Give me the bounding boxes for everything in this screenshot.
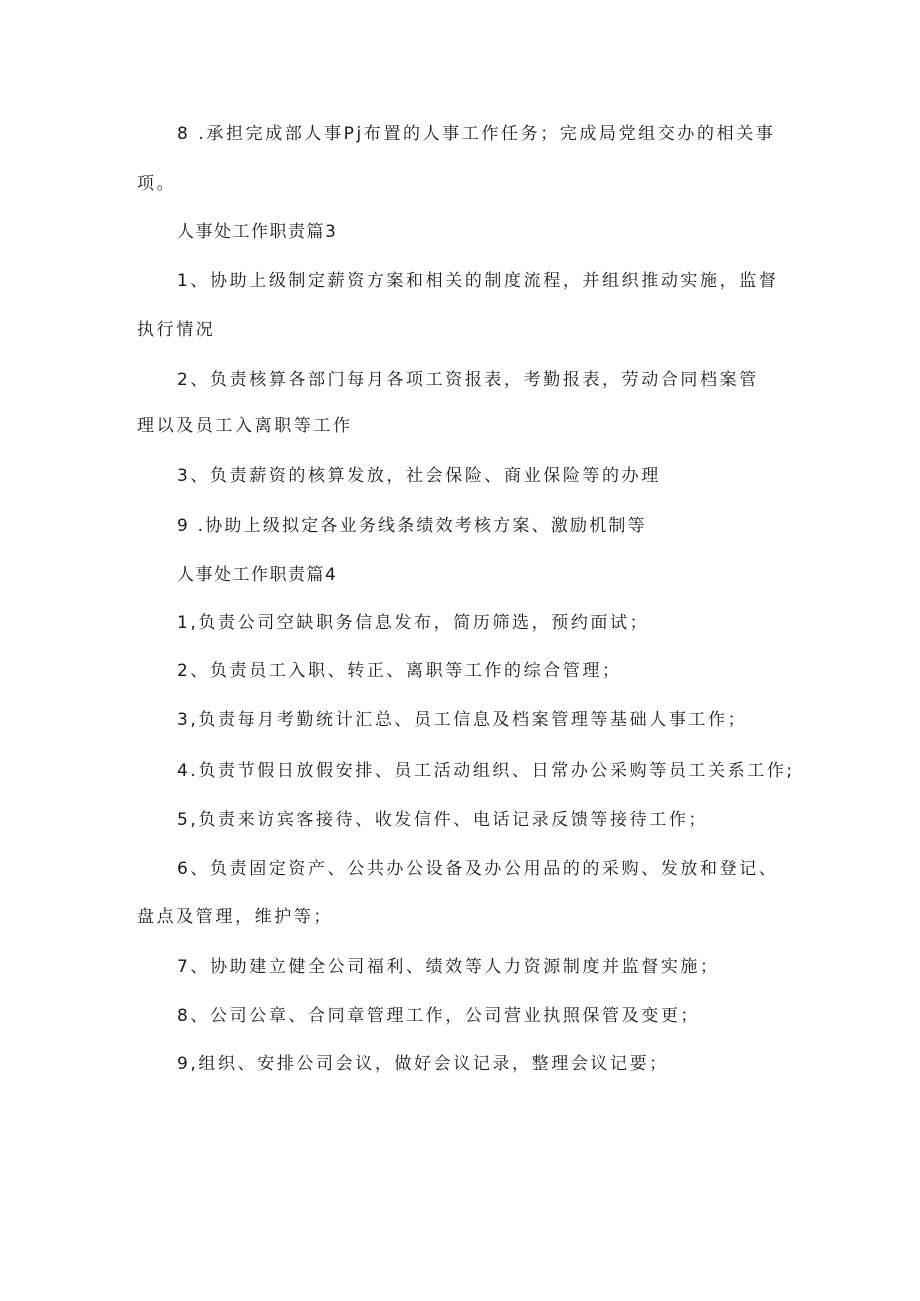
paragraph-line: 2、负责核算各部门每月各项工资报表，考勤报表，劳动合同档案管 <box>177 370 759 390</box>
paragraph-line: 1,负责公司空缺职务信息发布，简历筛选，预约面试； <box>177 613 650 633</box>
section-heading: 人事处工作职责篇4 <box>177 565 338 585</box>
paragraph-line: 8 .承担完成部人事Pj布置的人事工作任务；完成局党组交办的相关事 <box>177 124 776 144</box>
paragraph-line: 7、协助建立健全公司福利、绩效等人力资源制度并监督实施； <box>177 957 720 977</box>
paragraph-line: 8、公司公章、合同章管理工作，公司营业执照保管及变更； <box>177 1006 701 1026</box>
paragraph-line: 9 .协助上级拟定各业务线条绩效考核方案、激励机制等 <box>177 516 647 536</box>
section-heading: 人事处工作职责篇3 <box>177 222 338 242</box>
paragraph-line: 项。 <box>137 174 177 194</box>
paragraph-line: 3、负责薪资的核算发放，社会保险、商业保险等的办理 <box>177 466 661 486</box>
paragraph-line: 5,负责来访宾客接待、收发信件、电话记录反馈等接待工作； <box>177 810 709 830</box>
paragraph-line: 4.负责节假日放假安排、员工活动组织、日常办公采购等员工关系工作; <box>177 761 795 781</box>
paragraph-line: 执行情况 <box>137 320 216 340</box>
paragraph-line: 9,组织、安排公司会议，做好会议记录，整理会议记要； <box>177 1054 669 1074</box>
paragraph-line: 6、负责固定资产、公共办公设备及办公用品的的采购、发放和登记、 <box>177 859 779 879</box>
paragraph-line: 2、负责员工入职、转正、离职等工作的综合管理； <box>177 661 622 681</box>
paragraph-line: 1、协助上级制定薪资方案和相关的制度流程，并组织推动实施，监督 <box>177 271 779 291</box>
paragraph-line: 盘点及管理，维护等； <box>137 907 333 927</box>
paragraph-line: 3,负责每月考勤统计汇总、员工信息及档案管理等基础人事工作； <box>177 710 748 730</box>
paragraph-line: 理以及员工入离职等工作 <box>137 416 353 436</box>
